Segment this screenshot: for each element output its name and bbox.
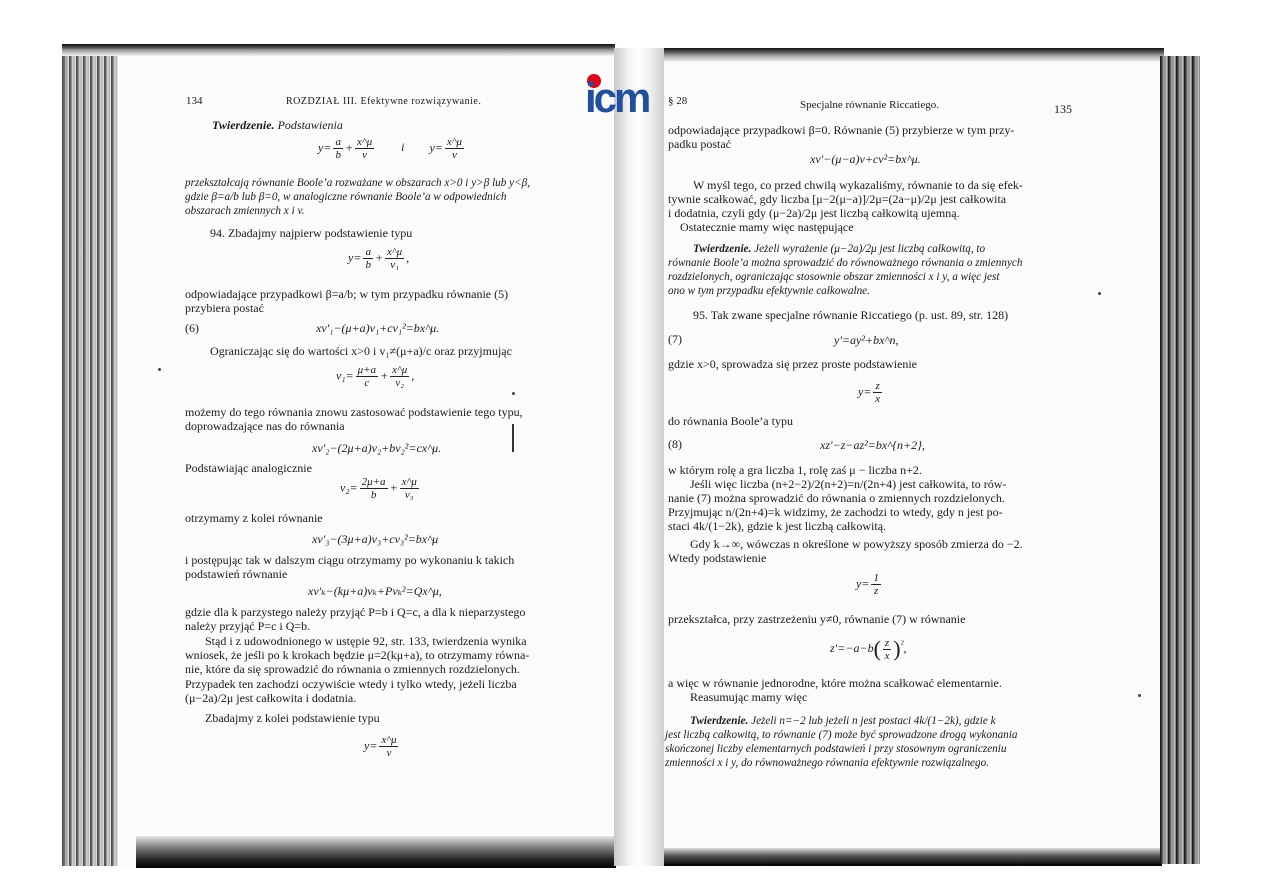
theorem-label: Twierdzenie.	[212, 118, 275, 132]
right-line-9: równanie Boole’a można sprowadzić do równoważnego równania o zmiennych	[668, 257, 1023, 269]
left-line-25: Przypadek ten zachodzi oczywiście wtedy i tylko wtedy, jeżeli liczba	[185, 677, 517, 691]
right-theorem-2	[690, 714, 996, 728]
right-line-26: przekształca, przy zastrzeżeniu y≠0, równanie (7) w równanie	[668, 612, 966, 626]
right-line-15: gdzie x>0, sprowadza się przez proste podstawienie	[668, 357, 918, 371]
theorem-text: Jeżeli wyrażenie (μ−2a)/2μ jest liczbą całkowitą, to	[751, 243, 986, 255]
right-line-4: tywnie scałkować, gdy liczba [μ−2(μ−a)]/2μ=(2a−μ)/2μ jest całkowita	[668, 192, 1007, 206]
left-line-24: nie, które da się sprowadzić do równania o zmiennych rozdzielonych.	[185, 662, 520, 676]
right-line-3: W myśl tego, co przed chwilą wykazaliśmy, równanie to da się efek-	[693, 178, 1023, 192]
left-theorem-line	[212, 118, 343, 132]
right-line-6: Ostatecznie mamy więc następujące	[680, 220, 854, 234]
right-line-19: w którym rolę a gra liczba 1, rolę zaś μ − liczba n+2.	[668, 463, 922, 477]
left-line-4: obszarach zmiennych x i v.	[185, 205, 305, 217]
eq-v3: xv′₃−(3μ+a)v₃+cv₃²=bx^μ	[312, 532, 439, 546]
left-bottom-shadow	[136, 836, 616, 868]
left-top-shadow	[62, 44, 615, 56]
right-page-edge	[1160, 56, 1200, 864]
right-line-32: skończonej liczby elementarnych podstawień i przy stosownym ograniczeniu	[665, 743, 1007, 755]
right-line-11: ono w tym przypadku efektywnie całkowalne.	[668, 285, 870, 297]
eq-right-1: xv′−(μ−a)v+cv²=bx^μ.	[810, 152, 921, 166]
eq-number-8: (8)	[668, 437, 682, 451]
right-theorem-1	[693, 242, 985, 256]
right-line-10: rozdzielonych, ograniczając stosownie obszar zmienności x i y, a więc jest	[668, 271, 1000, 283]
eq-y1: y= $\frac{a}{b}$ + $\frac{x\^{}\mu}{\text{v₁}}$ ,	[348, 246, 410, 271]
eq-yz: y= $\frac{z}{x}$	[858, 380, 881, 405]
theorem-text: Podstawienia	[274, 118, 343, 132]
right-line-20: Jeśli więc liczba (n+2−2)/2(n+2)=n/(2n+4) jest całkowita, to rów-	[690, 477, 1007, 491]
right-line-23: staci 4k/(1−2k), gdzie k jest liczbą całkowitą.	[668, 519, 887, 533]
left-line-5: 94. Zbadajmy najpierw podstawienie typu	[210, 226, 413, 240]
right-line-5: i dodatnia, czyli gdy (μ−2a)/2μ jest liczbą całkowitą ujemną.	[668, 206, 960, 220]
right-line-21: nanie (7) można sprowadzić do równania o zmiennych rozdzielonych.	[668, 491, 1005, 505]
left-line-18: podstawień równanie	[185, 567, 288, 581]
eq-z: z′=−a−b( $\frac{z}{x}$ )$^{^2}$,	[830, 636, 907, 662]
left-line-12: doprowadzające nas do równania	[185, 419, 345, 433]
right-line-24: Gdy k→∞, wówczas n określone w powyższy sposób zmierza do −2.	[690, 537, 1023, 551]
left-line-7: przybiera postać	[185, 301, 264, 315]
eq-number-7: (7)	[668, 332, 682, 346]
right-line-12: 95. Tak zwane specjalne równanie Riccatiego (p. ust. 89, str. 128)	[693, 308, 1009, 322]
eq-top: y= $\frac{a}{b}$ + $\frac{x\^{}\mu}{v}$ i y= $\frac{x\^{}\mu}{v}$	[318, 136, 462, 161]
right-line-33: zmienności x i y, do równoważnego równania efektywnie rozwiązalnego.	[665, 757, 989, 769]
eq-6: xv′₁−(μ+a)v₁+cv₁²=bx^μ.	[316, 321, 440, 335]
speck	[1098, 292, 1101, 295]
theorem-label: Twierdzenie.	[693, 243, 752, 255]
left-line-11: możemy do tego równania znowu zastosować podstawienie tego typu,	[185, 405, 523, 419]
right-line-16: do równania Boole’a typu	[668, 414, 793, 428]
icm-logo	[585, 74, 661, 120]
left-page-number: 134	[186, 95, 203, 107]
right-line-1: padku postać	[668, 137, 731, 151]
right-page-number: 135	[1054, 102, 1072, 116]
book-spine	[614, 48, 664, 866]
right-bottom-shadow	[662, 848, 1162, 866]
left-page-edge	[62, 44, 118, 866]
eq-v1: v₁= $\frac{\mu+a}{c}$ + $\frac{x\^{}\mu}{\text{v₂}}$ ,	[336, 364, 415, 389]
right-section-mark: § 28	[668, 95, 688, 107]
eq-8: xz′−z−az²=bx^{n+2},	[820, 438, 925, 452]
right-top-shadow	[662, 48, 1164, 62]
left-line-22: Stąd i z udowodnionego w ustępie 92, str. 133, twierdzenia wynika	[205, 634, 527, 648]
right-line-28: Reasumując mamy więc	[690, 690, 808, 704]
eq-y1z: y= $\frac{1}{z}$	[856, 572, 879, 597]
left-line-10: Ograniczając się do wartości x>0 i v₁≠(μ+a)/c oraz przyjmując	[210, 344, 512, 358]
left-line-21: należy przyjąć P=c i Q=b.	[185, 619, 311, 633]
eq-v2-equation: xv′₂−(2μ+a)v₂+bv₂²=cx^μ.	[312, 441, 442, 455]
theorem-text: Jeżeli n=−2 lub jeżeli n jest postaci 4k/(1−2k), gdzie k	[748, 715, 996, 727]
left-running-header: ROZDZIAŁ III. Efektywne rozwiązywanie.	[286, 96, 482, 107]
speck	[512, 392, 515, 395]
left-line-23: wniosek, że jeśli po k krokach będzie μ=2(kμ+a), to otrzymamy równa-	[185, 648, 530, 662]
left-line-3: gdzie β=a/b lub β=0, w analogiczne równanie Boole’a w odpowiednich	[185, 191, 507, 203]
eq-v2: v₂= $\frac{2\mu+a}{b}$ + $\frac{x\^{}\mu}{\text{v₃}}$	[340, 476, 417, 501]
left-line-14: Podstawiając analogicznie	[185, 461, 312, 475]
logo-text: icm	[585, 74, 649, 121]
eq-last: y= $\frac{x\^{}\mu}{v}$	[364, 734, 397, 759]
right-line-27: a więc w równanie jednorodne, które można scałkować elementarnie.	[668, 676, 1002, 690]
right-line-31: jest liczbą całkowitą, to równanie (7) może być sprowadzone drogą wykonania	[665, 729, 1018, 741]
left-line-26: (μ−2a)/2μ jest całkowita i dodatnia.	[185, 691, 357, 705]
right-line-25: Wtedy podstawienie	[668, 551, 767, 565]
speck	[158, 368, 161, 371]
margin-mark	[512, 424, 514, 452]
speck	[1138, 694, 1141, 697]
eq-vk: xv′ₖ−(kμ+a)vₖ+Pvₖ²=Qx^μ,	[308, 584, 442, 598]
right-running-header: Specjalne równanie Riccatiego.	[800, 99, 939, 111]
left-line-15: otrzymamy z kolei równanie	[185, 511, 323, 525]
left-page	[64, 46, 618, 866]
theorem-label: Twierdzenie.	[690, 715, 749, 727]
left-line-20: gdzie dla k parzystego należy przyjąć P=b i Q=c, a dla k nieparzystego	[185, 605, 526, 619]
eq-number-6: (6)	[185, 321, 199, 335]
left-line-2: przekształcają równanie Boole’a rozważane w obszarach x>0 i y>β lub y<β,	[185, 177, 531, 189]
right-line-22: Przyjmując n/(2n+4)=k widzimy, że zachodzi to wtedy, gdy n jest po-	[668, 505, 1003, 519]
left-line-17: i postępując tak w dalszym ciągu otrzymamy po wykonaniu k takich	[185, 553, 515, 567]
eq-7: y′=ay²+bx^n,	[834, 333, 899, 347]
right-line-0: odpowiadające przypadkowi β=0. Równanie (5) przybierze w tym przy-	[668, 123, 1015, 137]
left-line-27: Zbadajmy z kolei podstawienie typu	[205, 711, 380, 725]
left-line-6: odpowiadające przypadkowi β=a/b; w tym przypadku równanie (5)	[185, 287, 509, 301]
